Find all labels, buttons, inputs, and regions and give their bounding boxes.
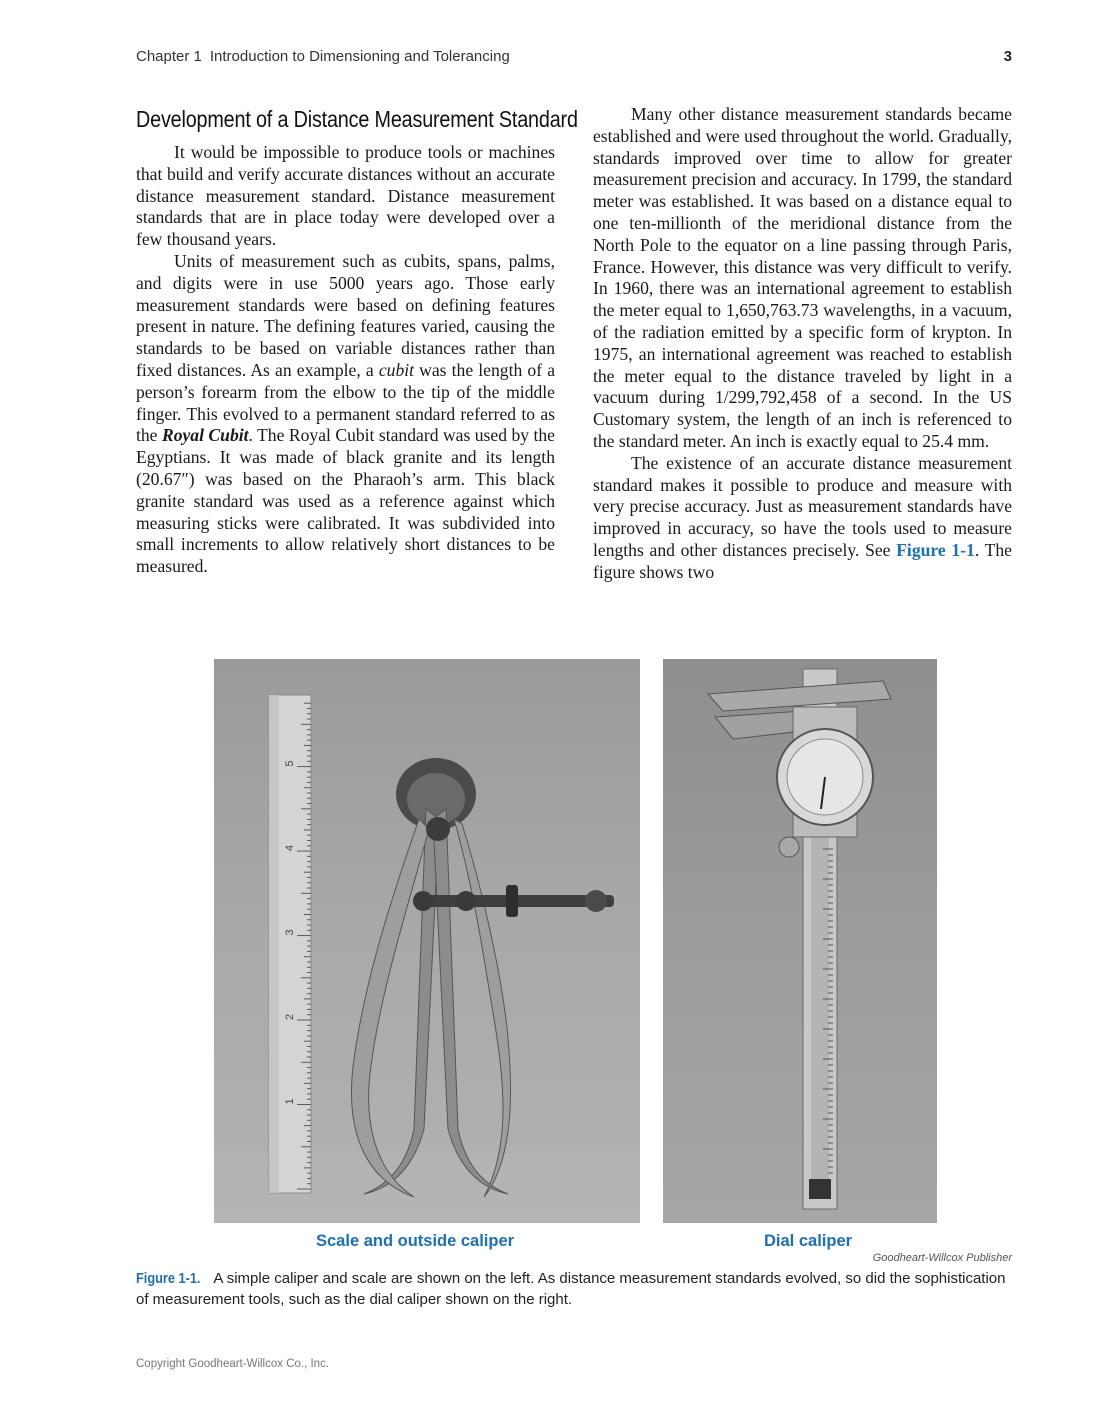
paragraph-1: It would be impossible to produce tools or machines that build and verify accurate distances without an accurate distance measurement standard. Distance measurement standards that are in place today were developed over a few thousand years.	[136, 142, 555, 250]
paragraph-2-text-a: Units of measurement such as cubits, spans, palms, and digits were in use 5000 years ago. Those early measurement standards were based on defining features present in nature. The defining features varied, causing the standards to be based on variable distances rather than fixed distances. As an example, a	[136, 250, 555, 380]
left-column	[136, 104, 578, 578]
paragraph-4-text-b: . The figure shows two	[593, 539, 1012, 582]
photo-credit: Goodheart-Willcox Publisher	[872, 1252, 1012, 1264]
photo-scale-and-outside-caliper	[214, 659, 640, 1223]
dial-caliper	[708, 669, 891, 1209]
running-head	[136, 48, 1012, 70]
chapter-number: Chapter 1	[136, 48, 202, 65]
photo-label-left: Scale and outside caliper	[316, 1232, 515, 1250]
term-cubit: cubit	[378, 359, 415, 380]
chapter-label	[136, 48, 510, 65]
paragraph-2-text-b: was the length of a person’s forearm from the elbow to the tip of the middle finger. This evolved to a permanent standard referred to as the	[136, 359, 555, 446]
figure-reference-link[interactable]: Figure 1-1	[896, 539, 975, 560]
dial-caliper-illustration	[663, 659, 937, 1223]
figure-caption	[136, 1268, 1016, 1310]
figure-caption-text: A simple caliper and scale are shown on the left. As distance measurement standards evolved, so did the sophistication of measurement tools, such as the dial caliper shown on the right.	[136, 1270, 1006, 1308]
paragraph-2-text-c: . The Royal Cubit standard was used by the Egyptians. It was made of black granite and its length (20.67″) was based on the Pharaoh’s arm. This black granite standard was used as a reference against which measuring sticks were calibrated. It was subdivided into small increments to allow relatively short distances to be measured.	[136, 425, 555, 577]
scale-number: 1	[284, 1098, 296, 1105]
scale-number: 3	[284, 929, 296, 936]
scale-number: 2	[284, 1013, 296, 1021]
page-number: 3	[1003, 48, 1012, 65]
steel-scale	[269, 695, 311, 1193]
paragraph-2	[136, 251, 555, 578]
right-column	[593, 104, 1012, 584]
paragraph-4	[593, 453, 1012, 584]
term-royal-cubit: Royal Cubit	[161, 425, 249, 446]
photo-label-right: Dial caliper	[764, 1232, 853, 1250]
figure-number: Figure 1-1.	[136, 1270, 201, 1287]
scale-number: 5	[284, 760, 296, 767]
chapter-title: Introduction to Dimensioning and Tolerancing	[209, 48, 510, 65]
outside-caliper	[352, 758, 615, 1197]
paragraph-4-text-a: The existence of an accurate distance measurement standard makes it possible to produce and measure with very precise accuracy. Just as measurement standards have improved in accuracy, so have the tools used to measure lengths and other distances precisely. See	[593, 452, 1012, 560]
photo-dial-caliper	[663, 659, 937, 1223]
section-heading: Development of a Distance Measurement Standard	[136, 106, 578, 132]
scale-and-caliper-illustration	[214, 659, 640, 1223]
scale-number: 4	[284, 844, 296, 852]
paragraph-3: Many other distance measurement standards became established and were used throughout the world. Gradually, standards improved over time to allow for greater measurement precision and accuracy. In 1799, the standard meter was established. It was based on a distance equal to one ten-millionth of the meridional distance from the North Pole to the equator on a line passing through Paris, France. However, this distance was very difficult to verify. In 1960, there was an international agreement to establish the meter equal to 1,650,763.73 wavelengths, in a vacuum, of the radiation emitted by a specific form of krypton. In 1975, an international agreement was reached to establish the meter equal to the distance traveled by light in a vacuum during 1/299,792,458 of a second. In the US Customary system, the length of an inch is referenced to the standard meter. An inch is exactly equal to 25.4 mm.	[593, 104, 1012, 451]
copyright-notice: Copyright Goodheart-Willcox Co., Inc.	[136, 1358, 330, 1370]
